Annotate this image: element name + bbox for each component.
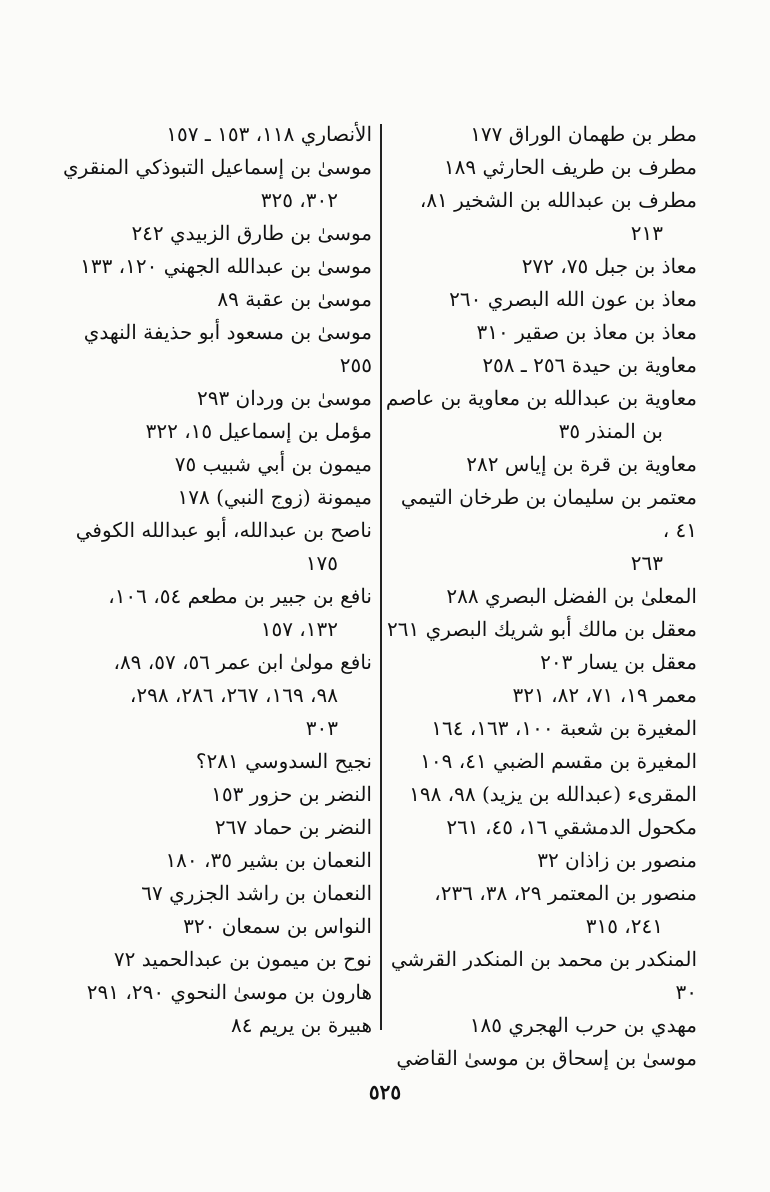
index-entry: [62, 481, 372, 514]
index-entry: [62, 250, 372, 283]
index-entry-continuation: ٣٠٣: [305, 716, 338, 740]
index-entry: [62, 646, 372, 745]
index-entry: [62, 811, 372, 844]
index-entry-text: ميمونة (زوج النبي) ١٧٨: [177, 485, 372, 509]
index-entry-text: معاذ بن معاذ بن صقير ٣١٠: [476, 320, 697, 344]
index-entry-text: مطرف بن طريف الحارثي ١٨٩: [443, 155, 697, 179]
index-entry: [62, 745, 372, 778]
index-entry-text: ميمون بن أبي شبيب ٧٥: [174, 452, 372, 476]
index-entry-text: نوح بن ميمون بن عبدالحميد ٧٢: [113, 947, 372, 971]
index-entry-text: المغيرة بن شعبة ١٠٠، ١٦٣، ١٦٤: [431, 716, 697, 740]
index-entry-text: النعمان بن بشير ٣٥، ١٨٠: [165, 848, 372, 872]
index-entry: [385, 250, 697, 283]
index-entry-continuation: ٩٨، ١٦٩، ٢٦٧، ٢٨٦، ٢٩٨،: [129, 683, 338, 707]
index-entry-text: معاوية بن حيدة ٢٥٦ ـ ٢٥٨: [482, 353, 697, 377]
index-entry: [62, 976, 372, 1009]
index-entry: [385, 382, 697, 448]
index-column-right: [385, 118, 697, 1075]
index-entry-text: موسىٰ بن عبدالله الجهني ١٢٠، ١٣٣: [80, 254, 372, 278]
index-entry-text: مهدي بن حرب الهجري ١٨٥: [469, 1013, 697, 1037]
index-entry-text: النضر بن حزور ١٥٣: [211, 782, 372, 806]
index-entry-text: النعمان بن راشد الجزري ٦٧: [141, 881, 372, 905]
index-entry-continuation: ٣٠٢، ٣٢٥: [260, 188, 338, 212]
index-entry-text: نافع بن جبير بن مطعم ٥٤، ١٠٦،: [108, 584, 372, 608]
index-entry: [62, 415, 372, 448]
index-entry-text: معقل بن يسار ٢٠٣: [540, 650, 697, 674]
index-entry-continuation: ٢٦٣: [630, 551, 663, 575]
index-entry: [62, 217, 372, 250]
index-entry-text: المنكدر بن محمد بن المنكدر القرشي ٣٠: [390, 947, 697, 1004]
index-entry: [62, 844, 372, 877]
column-divider: [380, 124, 382, 1030]
index-entry: [62, 910, 372, 943]
index-entry: [385, 745, 697, 778]
index-entry: [62, 151, 372, 217]
index-entry-text: معاذ بن عون الله البصري ٢٦٠: [449, 287, 697, 311]
index-entry-text: مؤمل بن إسماعيل ١٥، ٣٢٢: [145, 419, 372, 443]
index-entry: [385, 580, 697, 613]
index-entry-text: مكحول الدمشقي ١٦، ٤٥، ٢٦١: [446, 815, 697, 839]
index-entry: [385, 844, 697, 877]
index-entry: [385, 448, 697, 481]
index-entry-text: مطر بن طهمان الوراق ١٧٧: [470, 122, 697, 146]
index-entry: [385, 1009, 697, 1042]
index-entry-text: منصور بن المعتمر ٢٩، ٣٨، ٢٣٦،: [434, 881, 697, 905]
index-entry-continuation: ١٣٢، ١٥٧: [260, 617, 338, 641]
index-entry-text: ناصح بن عبدالله، أبو عبدالله الكوفي: [75, 518, 372, 542]
index-entry-text: موسىٰ بن طارق الزبيدي ٢٤٢: [131, 221, 372, 245]
index-entry-text: نجيح السدوسي ٢٨١؟: [195, 749, 372, 773]
index-entry-text: موسىٰ بن عقبة ٨٩: [217, 287, 372, 311]
index-entry: [385, 118, 697, 151]
index-entry: [385, 481, 697, 580]
index-entry-text: معمر ١٩، ٧١، ٨٢، ٣٢١: [512, 683, 697, 707]
index-entry: [62, 1009, 372, 1042]
index-entry-text: معقل بن مالك أبو شريك البصري ٢٦١: [387, 617, 697, 641]
index-entry-text: معاوية بن قرة بن إياس ٢٨٢: [466, 452, 697, 476]
index-entry: [385, 712, 697, 745]
index-entry-text: موسىٰ بن وردان ٢٩٣: [196, 386, 372, 410]
index-entry: [385, 877, 697, 943]
index-entry-text: المغيرة بن مقسم الضبي ٤١، ١٠٩: [420, 749, 697, 773]
index-entry: [385, 613, 697, 646]
index-column-left: [62, 118, 372, 1042]
index-entry: [62, 580, 372, 646]
index-entry: [62, 778, 372, 811]
index-entry: [385, 778, 697, 811]
index-entry-text: موسىٰ بن مسعود أبو حذيفة النهدي ٢٥٥: [83, 320, 372, 377]
index-entry: [385, 283, 697, 316]
index-entry-text: هارون بن موسىٰ النحوي ٢٩٠، ٢٩١: [86, 980, 372, 1004]
index-entry: [385, 811, 697, 844]
index-entry-text: النواس بن سمعان ٣٢٠: [183, 914, 372, 938]
index-entry-continuation: بن المنذر ٣٥: [558, 419, 663, 443]
index-entry: [62, 118, 372, 151]
index-entry-text: معتمر بن سليمان بن طرخان التيمي ٤١ ،: [400, 485, 697, 542]
index-entry: [385, 349, 697, 382]
index-entry: [62, 943, 372, 976]
index-entry-text: معاوية بن عبدالله بن معاوية بن عاصم: [385, 386, 697, 410]
index-entry-text: المعلىٰ بن الفضل البصري ٢٨٨: [446, 584, 697, 608]
index-entry: [385, 943, 697, 1009]
index-entry-continuation: ٢٤١، ٣١٥: [585, 914, 663, 938]
index-entry: [62, 514, 372, 580]
index-entry-text: نافع مولىٰ ابن عمر ٥٦، ٥٧، ٨٩،: [113, 650, 372, 674]
index-entry: [385, 316, 697, 349]
index-entry: [62, 283, 372, 316]
index-entry: [385, 151, 697, 184]
index-entry-text: موسىٰ بن إسماعيل التبوذكي المنقري: [63, 155, 372, 179]
index-entry-text: مطرف بن عبدالله بن الشخير ٨١،: [419, 188, 697, 212]
index-entry: [385, 1042, 697, 1075]
index-entry-text: معاذ بن جبل ٧٥، ٢٧٢: [521, 254, 697, 278]
index-entry: [385, 184, 697, 250]
index-entry: [62, 382, 372, 415]
page-number: ٥٢٥: [368, 1080, 402, 1104]
index-entry-text: منصور بن زاذان ٣٢: [537, 848, 697, 872]
index-entry-text: المقرىء (عبدالله بن يزيد) ٩٨، ١٩٨: [409, 782, 697, 806]
index-entry: [62, 877, 372, 910]
index-entry: [385, 679, 697, 712]
index-entry: [62, 316, 372, 382]
index-entry-continuation: ٢١٣: [630, 221, 663, 245]
index-entry-text: النضر بن حماد ٢٦٧: [214, 815, 372, 839]
index-entry-text: موسىٰ بن إسحاق بن موسىٰ القاضي: [396, 1046, 697, 1070]
index-entry: [385, 646, 697, 679]
index-entry-continuation: ١٧٥: [305, 551, 338, 575]
index-entry-text: هبيرة بن يريم ٨٤: [231, 1013, 372, 1037]
index-entry-text: الأنصاري ١١٨، ١٥٣ ـ ١٥٧: [166, 122, 372, 146]
index-entry: [62, 448, 372, 481]
